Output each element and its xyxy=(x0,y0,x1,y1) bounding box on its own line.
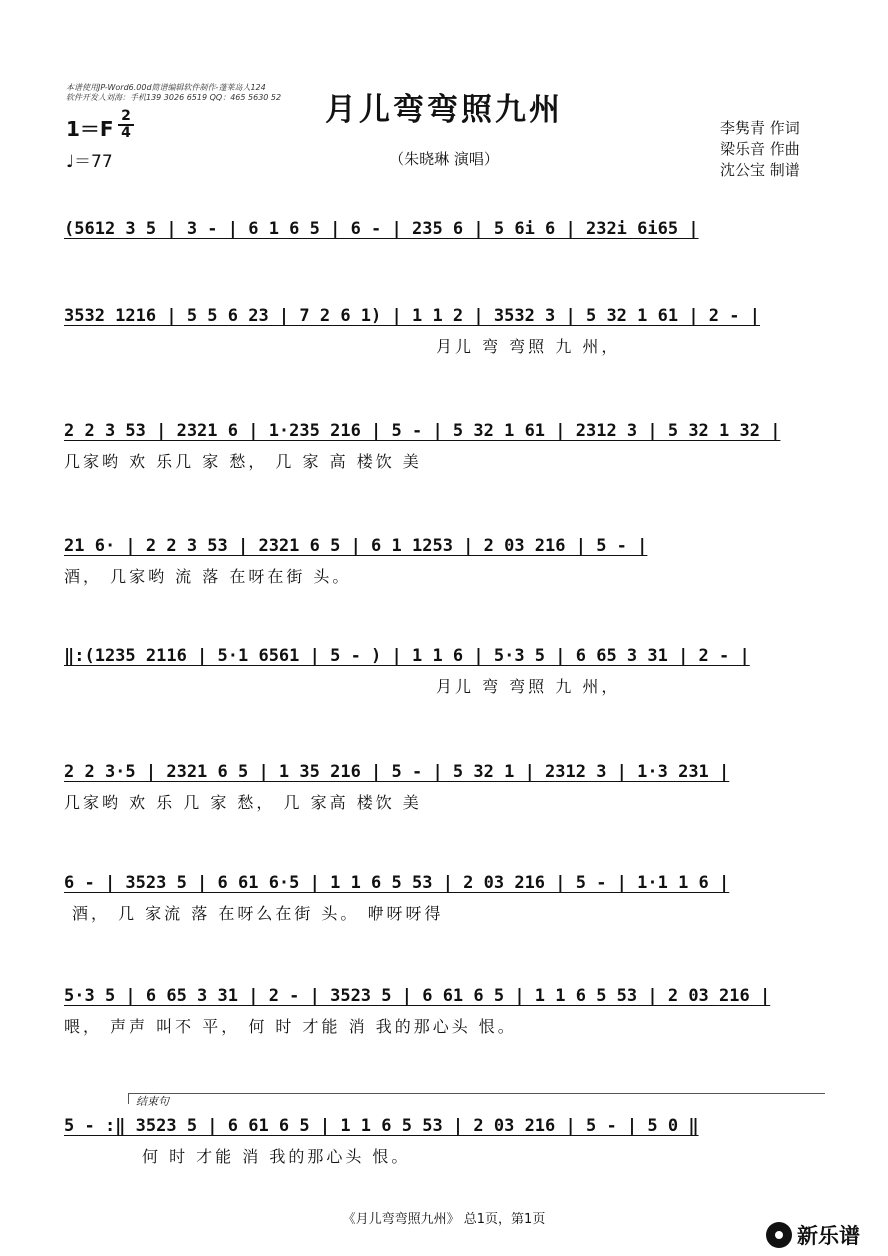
notation-line: 5 - :‖ 3523 5 | 6 61 6 5 | 1 1 6 5 53 | 2 03 216 | 5 - | 5 0 ‖ xyxy=(64,1116,699,1136)
key-signature: 1＝F xyxy=(66,117,114,141)
ending-label: 结束句 xyxy=(136,1095,169,1108)
credit-composer: 梁乐音 作曲 xyxy=(720,140,800,158)
page-footer: 《月儿弯弯照九州》 总1页，第1页 xyxy=(342,1212,546,1227)
lyrics-line: 何 时 才能 消 我的那心头 恨。 xyxy=(142,1147,411,1166)
lyrics-line: 月儿 弯 弯照 九 州， xyxy=(436,337,621,356)
lyrics-line: 酒， 几家哟 流 落 在呀在街 头。 xyxy=(64,567,352,586)
song-title: 月儿弯弯照九州 xyxy=(325,92,563,128)
tempo-marking: ♩＝77 xyxy=(66,152,113,172)
notation-line: ‖:(1235 2116 | 5·1 6561 | 5 - ) | 1 1 6 | 5·3 5 | 6 65 3 31 | 2 - | xyxy=(64,646,750,666)
credits xyxy=(720,118,800,181)
time-signature-bottom: 4 xyxy=(121,125,131,141)
notation-line: (5612 3 5 | 3 - | 6 1 6 5 | 6 - | 235 6 | 5 6i 6 | 232i 6i65 | xyxy=(64,219,699,239)
time-signature-top: 2 xyxy=(121,108,131,124)
notation-line: 6 - | 3523 5 | 6 61 6·5 | 1 1 6 5 53 | 2 03 216 | 5 - | 1·1 1 6 | xyxy=(64,873,730,893)
credit-lyricist: 李隽青 作词 xyxy=(720,119,800,137)
software-credit-line-1: 本谱使用JP-Word6.00d简谱编辑软件制作-蓬莱岛人124 xyxy=(66,83,266,92)
lyrics-line: 酒， 几 家流 落 在呀么在街 头。 咿呀呀得 xyxy=(72,904,444,923)
vinyl-disc-icon xyxy=(766,1222,792,1248)
notation-line: 2 2 3·5 | 2321 6 5 | 1 35 216 | 5 - | 5 32 1 | 2312 3 | 1·3 231 | xyxy=(64,762,730,782)
notation-line: 5·3 5 | 6 65 3 31 | 2 - | 3523 5 | 6 61 6 5 | 1 1 6 5 53 | 2 03 216 | xyxy=(64,986,771,1006)
ending-bracket xyxy=(128,1093,825,1104)
brand-logo xyxy=(766,1220,860,1250)
notation-line: 2 2 3 53 | 2321 6 | 1·235 216 | 5 - | 5 32 1 61 | 2312 3 | 5 32 1 32 | xyxy=(64,421,781,441)
lyrics-line: 几家哟 欢 乐 几 家 愁， 几 家高 楼饮 美 xyxy=(64,793,422,812)
performer: （朱晓琳 演唱） xyxy=(389,150,499,168)
lyrics-line: 喂， 声声 叫不 平， 何 时 才能 消 我的那心头 恨。 xyxy=(64,1017,517,1036)
time-signature xyxy=(118,110,134,140)
notation-line: 3532 1216 | 5 5 6 23 | 7 2 6 1) | 1 1 2 | 3532 3 | 5 32 1 61 | 2 - | xyxy=(64,306,760,326)
software-credit-line-2: 软件开发人刘海：手机139 3026 6519 QQ：465 5630 52 xyxy=(66,93,282,102)
brand-name: 新乐谱 xyxy=(797,1224,860,1248)
credit-transcriber: 沈公宝 制谱 xyxy=(720,161,800,179)
lyrics-line: 几家哟 欢 乐几 家 愁， 几 家 高 楼饮 美 xyxy=(64,452,422,471)
notation-line: 21 6· | 2 2 3 53 | 2321 6 5 | 6 1 1253 | 2 03 216 | 5 - | xyxy=(64,536,648,556)
lyrics-line: 月儿 弯 弯照 九 州， xyxy=(436,677,621,696)
